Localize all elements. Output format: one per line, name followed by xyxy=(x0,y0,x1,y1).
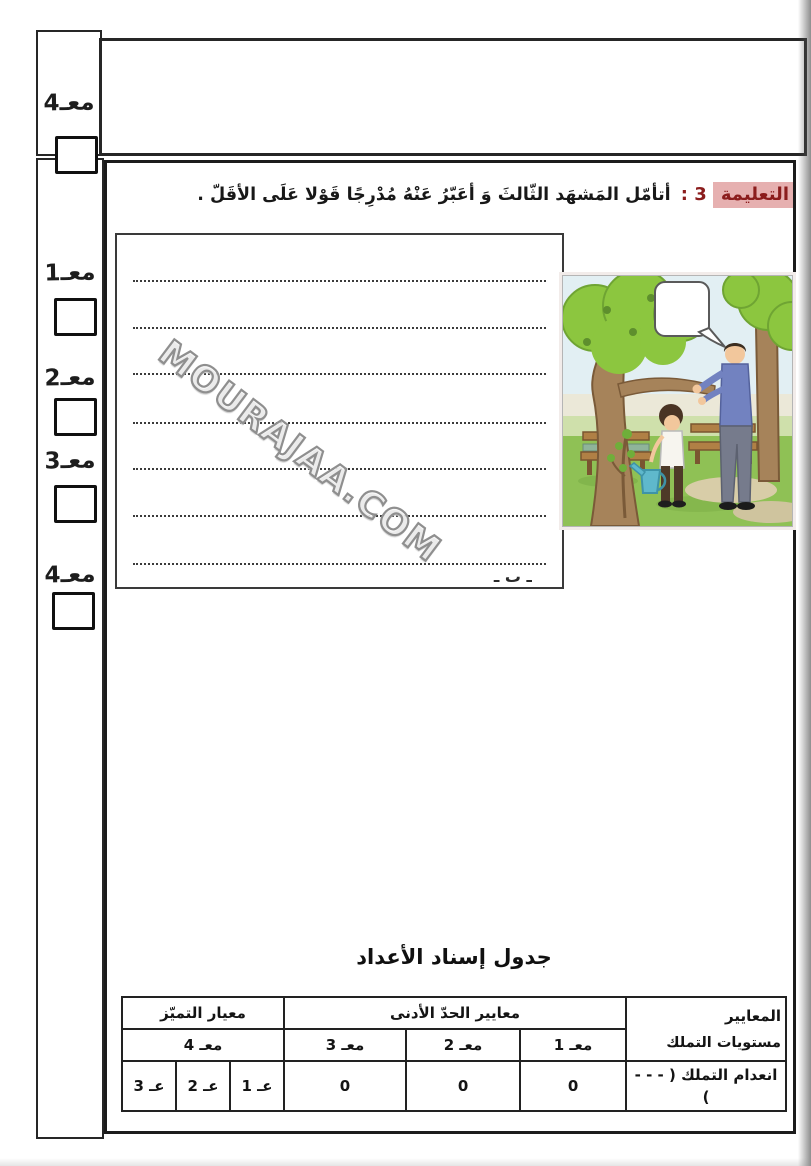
criterion-header-2: معـ 2 xyxy=(406,1029,520,1061)
writing-area[interactable] xyxy=(115,233,564,589)
instruction-line xyxy=(117,181,793,209)
table-title: جدول إسناد الأعداد xyxy=(356,945,552,969)
instruction-text: أتأمّل المَشهَد الثّالثَ وَ أعَبّرُ عَنْهُ مُدْرِجًا قَوْلا عَلَى الأقَلّ . xyxy=(197,185,671,205)
clipped-text-artifact: ـ ٮ ـ xyxy=(493,575,532,586)
score-value-m1: 0 xyxy=(520,1061,626,1111)
instruction-number: 3 : xyxy=(680,184,707,205)
ruled-dotted-line xyxy=(133,563,546,565)
corner-criteria-label: المعايير xyxy=(725,1007,782,1025)
ruled-dotted-line xyxy=(133,515,546,517)
sub-mark-3: عـ 3 xyxy=(122,1061,176,1111)
score-value-m2: 0 xyxy=(406,1061,520,1111)
score-assignment-table xyxy=(121,996,787,1112)
scan-edge-shadow xyxy=(0,1158,811,1166)
table-corner-cell xyxy=(626,997,786,1061)
margin-criterion-label: معـ4 xyxy=(43,89,95,117)
margin-criterion-label: معـ2 xyxy=(44,364,96,392)
sub-mark-1: عـ 1 xyxy=(230,1061,284,1111)
scan-edge-shadow xyxy=(798,0,811,1166)
margin-criterion-label: معـ1 xyxy=(44,259,96,287)
scene-illustration xyxy=(562,275,793,527)
ruled-dotted-line xyxy=(133,280,546,282)
margin-criterion-label: معـ4 xyxy=(44,561,96,589)
ruled-dotted-line xyxy=(133,422,546,424)
score-checkbox[interactable] xyxy=(54,398,97,436)
park-scene-drawing xyxy=(563,276,792,526)
corner-levels-label: مستويات التملك xyxy=(666,1035,782,1051)
instruction-label: التعليمة xyxy=(713,182,793,208)
criterion-header-1: معـ 1 xyxy=(520,1029,626,1061)
row-label-no-mastery: انعدام التملك ( - - - ) xyxy=(626,1061,786,1111)
ruled-dotted-line xyxy=(133,327,546,329)
score-value-m3: 0 xyxy=(284,1061,406,1111)
score-checkbox[interactable] xyxy=(52,592,95,630)
margin-criterion-label: معـ3 xyxy=(44,447,96,475)
criterion-header-3: معـ 3 xyxy=(284,1029,406,1061)
watermark: MOURAJAA.COM xyxy=(150,333,449,572)
criterion-header-4: معـ 4 xyxy=(122,1029,284,1061)
excellence-criterion-header: معيار التميّز xyxy=(122,997,284,1029)
score-checkbox[interactable] xyxy=(55,136,98,174)
sub-mark-2: عـ 2 xyxy=(176,1061,230,1111)
score-checkbox[interactable] xyxy=(54,298,97,336)
minimum-criteria-header: معايير الحدّ الأدنى xyxy=(284,997,626,1029)
previous-answer-box[interactable] xyxy=(99,38,807,156)
score-checkbox[interactable] xyxy=(54,485,97,523)
exercise-frame xyxy=(104,160,796,1134)
